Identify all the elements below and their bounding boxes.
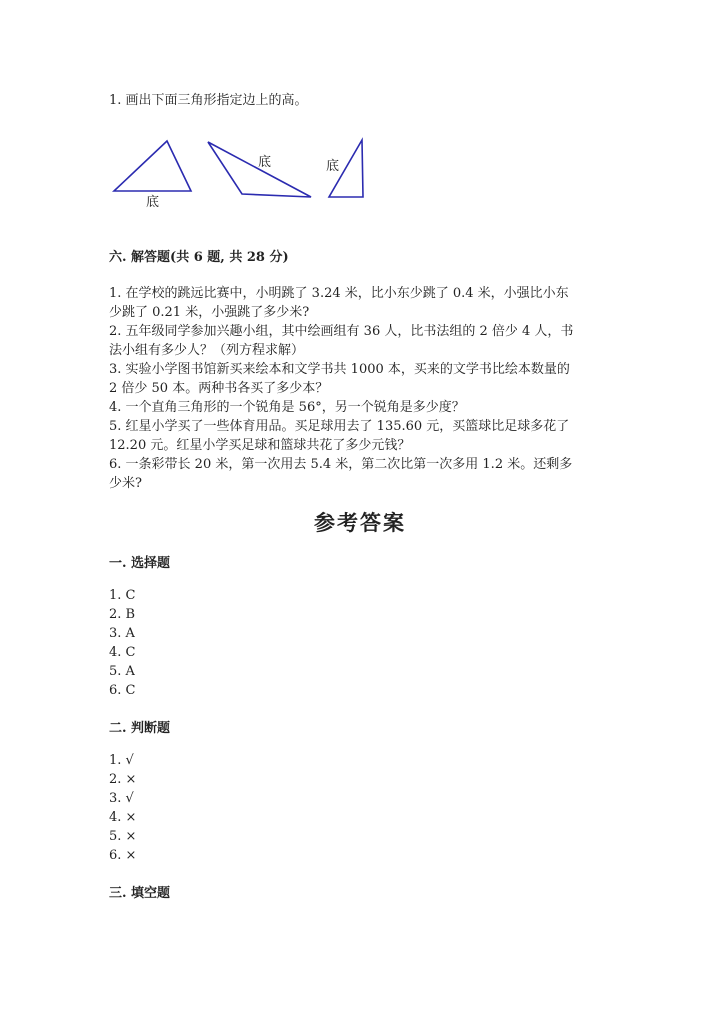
answer-item: 5. A: [109, 664, 135, 679]
answer-item: 3. √: [109, 791, 134, 806]
section-6-title: 六. 解答题(共 6 题, 共 28 分): [109, 250, 289, 265]
triangle-2-label: 底: [258, 155, 272, 170]
answers-title: 参考答案: [314, 510, 406, 535]
fill-section-title: 三. 填空题: [109, 886, 171, 901]
answer-item: 2. ×: [109, 772, 137, 787]
question-line: 3. 实验小学图书馆新买来绘本和文学书共 1000 本，买来的文学书比绘本数量的: [109, 362, 570, 377]
triangle-1: [114, 141, 191, 191]
question-line: 12.20 元。红星小学买足球和篮球共花了多少元钱？: [109, 438, 411, 453]
triangle-3-label: 底: [326, 159, 340, 174]
triangle-1-label: 底: [146, 195, 160, 210]
question-line: 4. 一个直角三角形的一个锐角是 56°，另一个锐角是多少度？: [109, 400, 465, 415]
question-line: 少跳了 0.21 米，小强跳了多少米?: [109, 305, 310, 320]
question-line: 2. 五年级同学参加兴趣小组，其中绘画组有 36 人，比书法组的 2 倍少 4 人，书: [109, 324, 574, 339]
question-line: 5. 红星小学买了一些体育用品。买足球用去了 135.60 元，买篮球比足球多花了: [109, 419, 570, 434]
answer-item: 3. A: [109, 626, 135, 641]
answer-item: 6. C: [109, 683, 136, 698]
choice-section-title: 一. 选择题: [109, 556, 171, 571]
question-line: 2 倍少 50 本。两种书各买了多少本？: [109, 381, 329, 396]
answer-item: 4. ×: [109, 810, 137, 825]
answer-item: 5. ×: [109, 829, 137, 844]
question-line: 6. 一条彩带长 20 米，第一次用去 5.4 米，第二次比第一次多用 1.2 米。还剩多: [109, 457, 573, 472]
exercise-instruction: 1. 画出下面三角形指定边上的高。: [109, 93, 308, 108]
answer-item: 6. ×: [109, 848, 137, 863]
question-line: 法小组有多少人？（列方程求解）: [109, 343, 305, 358]
judge-section-title: 二. 判断题: [109, 721, 171, 736]
answer-item: 2. B: [109, 607, 136, 622]
triangles-figure: [100, 130, 380, 214]
question-line: 少米?: [109, 476, 142, 491]
answer-item: 1. √: [109, 753, 134, 768]
question-line: 1. 在学校的跳远比赛中，小明跳了 3.24 米，比小东少跳了 0.4 米，小强比小东: [109, 286, 569, 301]
answer-item: 1. C: [109, 588, 136, 603]
answer-item: 4. C: [109, 645, 136, 660]
